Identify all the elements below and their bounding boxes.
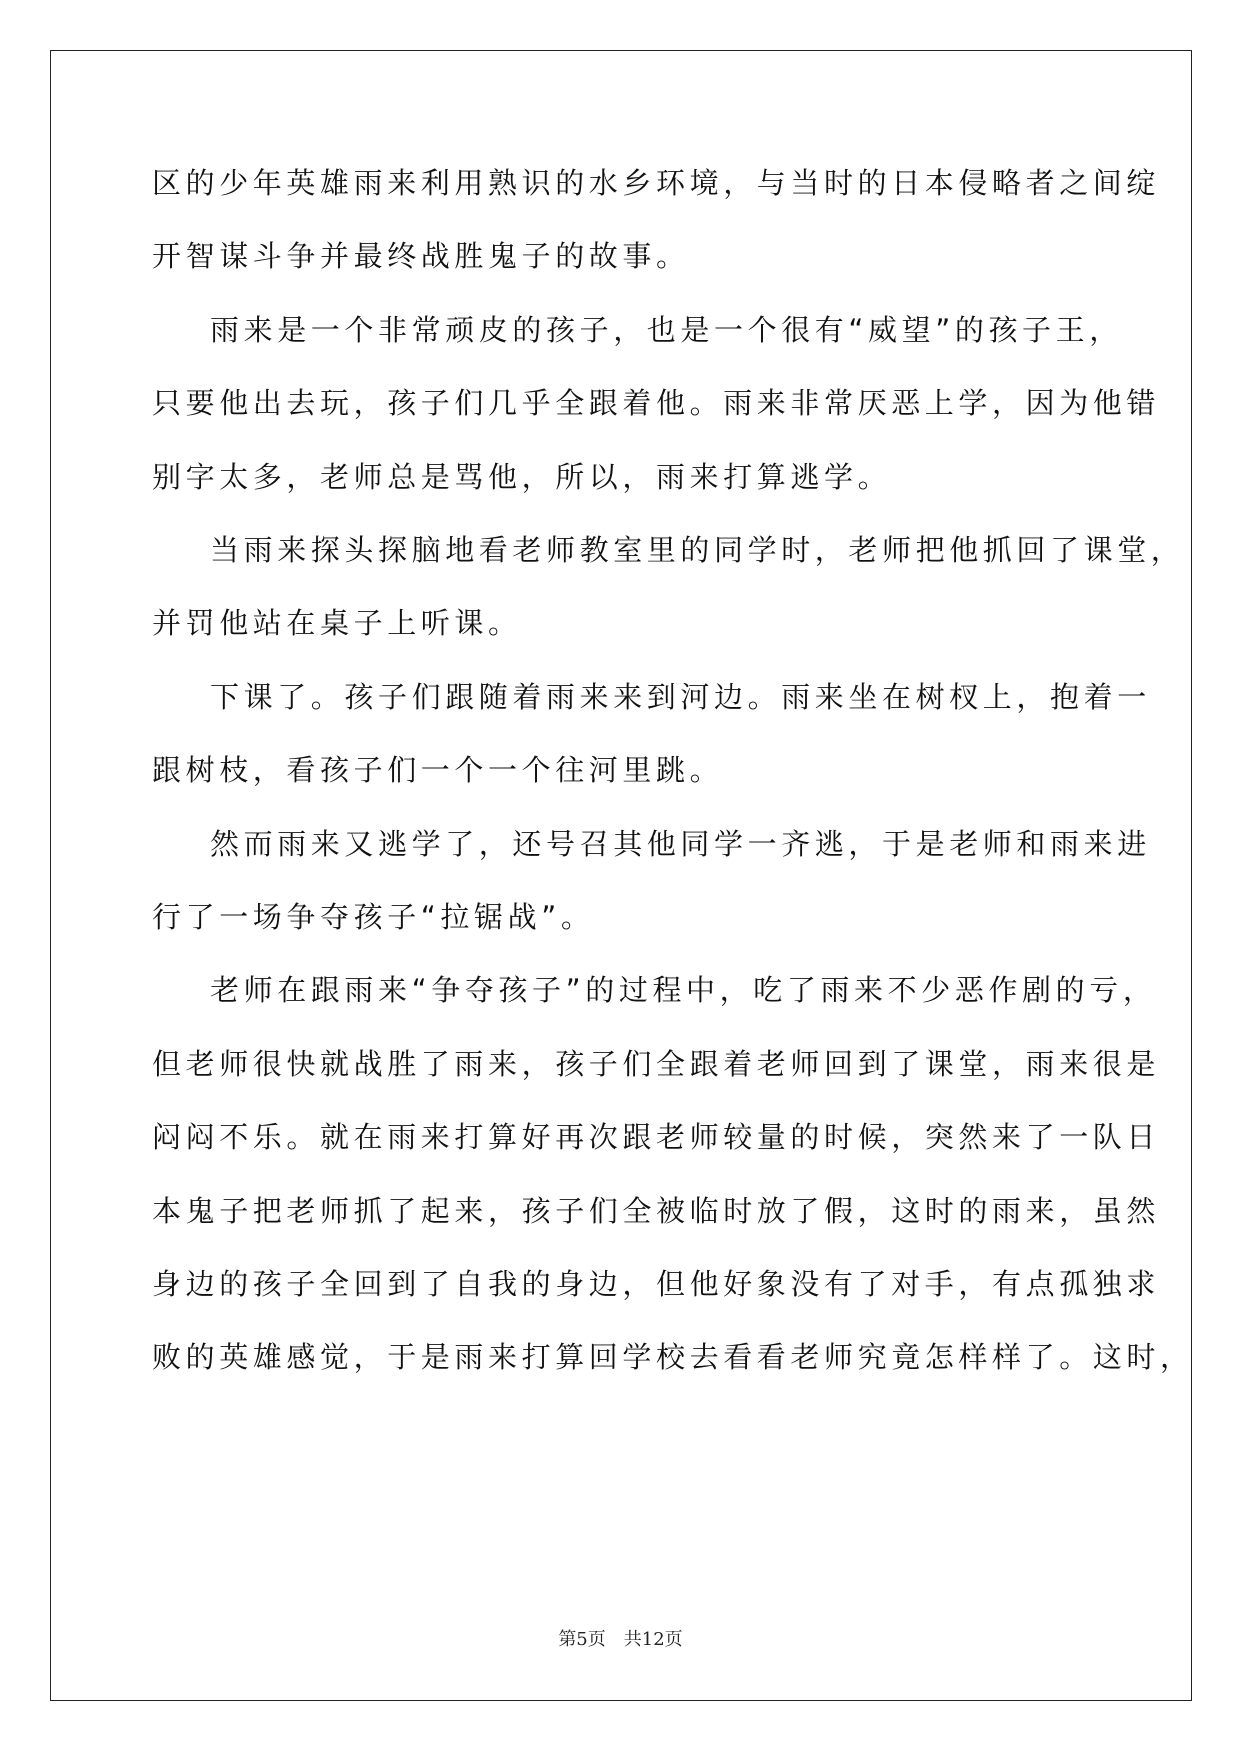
text-line: 身边的孩子全回到了自我的身边，但他好象没有了对手，有点孤独求 bbox=[152, 1267, 1161, 1301]
text-line: 本鬼子把老师抓了起来，孩子们全被临时放了假，这时的雨来，虽然 bbox=[152, 1193, 1161, 1228]
text-line: 只要他出去玩，孩子们几乎全跟着他。雨来非常厌恶上学，因为他错 bbox=[152, 386, 1161, 421]
text-line: 开智谋斗争并最终战胜鬼子的故事。 bbox=[152, 239, 690, 274]
text-line: 别字太多，老师总是骂他，所以，雨来打算逃学。 bbox=[152, 459, 892, 494]
text-line: 区的少年英雄雨来利用熟识的水乡环境，与当时的日本侵略者之间绽 bbox=[152, 166, 1161, 200]
paragraph-first-line: 当雨来探头探脑地看老师教室里的同学时，老师把他抓回了课堂， bbox=[210, 533, 1185, 567]
page-footer bbox=[0, 1625, 1241, 1651]
text-line: 行了一场争夺孩子“拉锯战”。 bbox=[152, 900, 595, 934]
text-line: 败的英雄感觉，于是雨来打算回学校去看看老师究竟怎样样了。这时， bbox=[152, 1340, 1194, 1375]
paragraph-first-line: 下课了。孩子们跟随着雨来来到河边。雨来坐在树杈上，抱着一 bbox=[210, 679, 1151, 714]
page-total: 共12页 bbox=[623, 1629, 683, 1650]
text-line: 并罚他站在桌子上听课。 bbox=[152, 606, 522, 641]
page-border bbox=[50, 50, 1192, 1701]
paragraph-first-line: 雨来是一个非常顽皮的孩子，也是一个很有“威望”的孩子王， bbox=[210, 312, 1123, 347]
text-line: 闷闷不乐。就在雨来打算好再次跟老师较量的时候，突然来了一队日 bbox=[152, 1120, 1161, 1155]
paragraph-first-line: 老师在跟雨来“争夺孩子”的过程中，吃了雨来不少恶作剧的亏， bbox=[210, 973, 1157, 1008]
text-line: 跟树枝，看孩子们一个一个往河里跳。 bbox=[152, 753, 724, 788]
paragraph-first-line: 然而雨来又逃学了，还号召其他同学一齐逃，于是老师和雨来进 bbox=[210, 826, 1151, 861]
text-line: 但老师很快就战胜了雨来，孩子们全跟着老师回到了课堂，雨来很是 bbox=[152, 1046, 1161, 1081]
page-number: 第5页 bbox=[558, 1629, 606, 1650]
